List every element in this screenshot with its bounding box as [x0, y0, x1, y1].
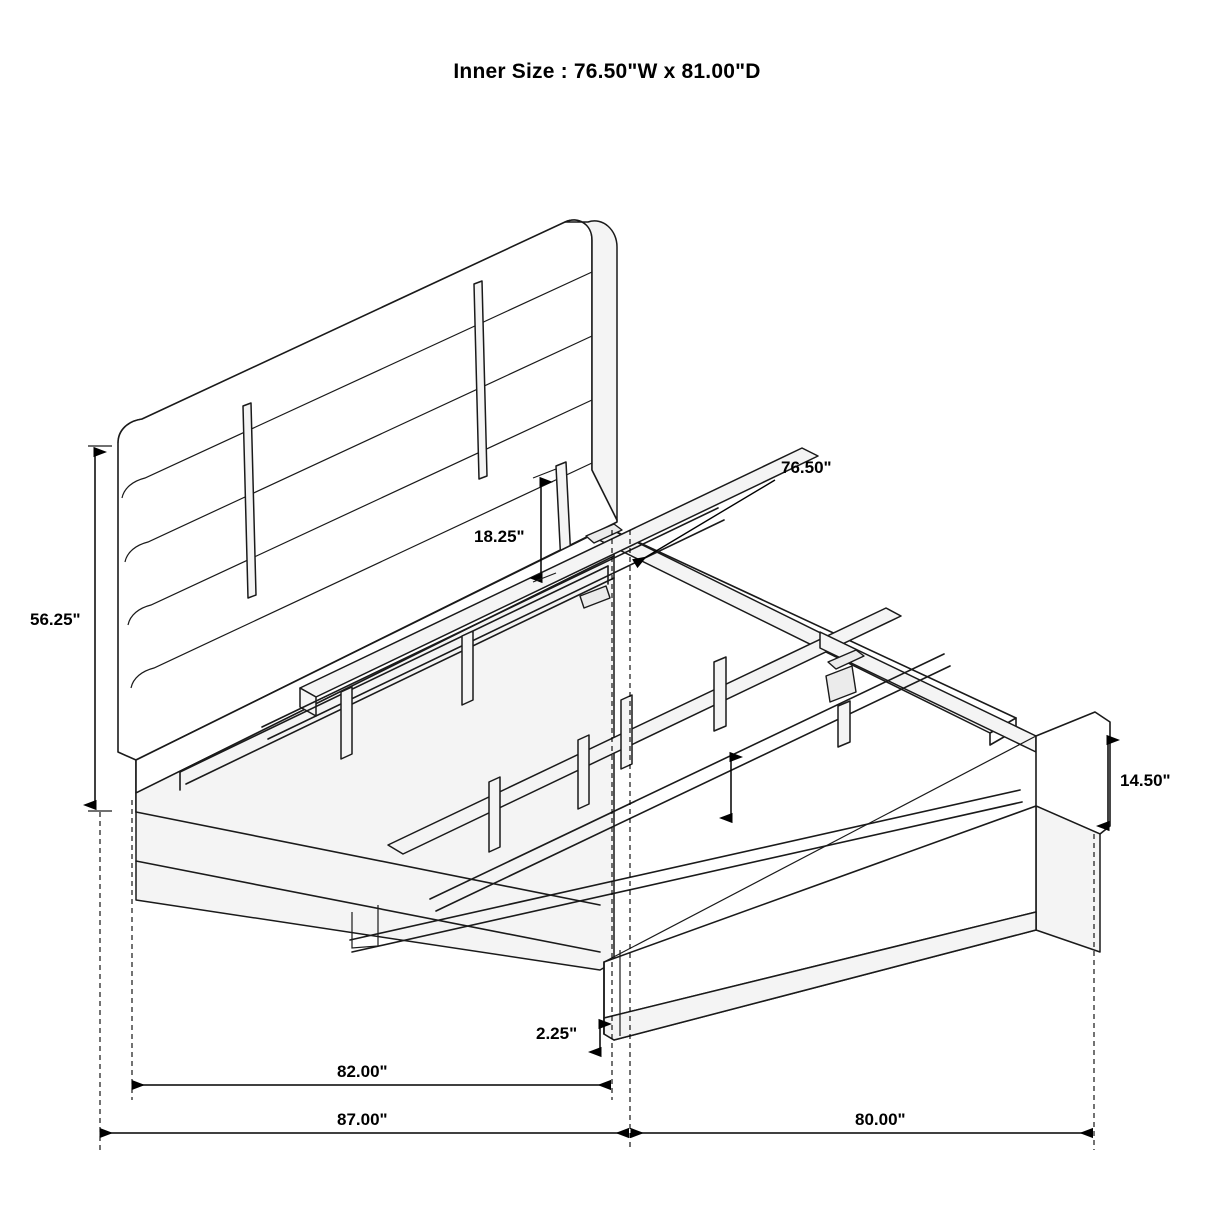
- page-title: Inner Size : 76.50"W x 81.00"D: [453, 60, 761, 83]
- dimension-label-footboard-height: 14.50": [1120, 771, 1171, 790]
- dimension-label-overall-width: 80.00": [855, 1110, 906, 1129]
- dimension-label-inner-length: 82.00": [337, 1062, 388, 1081]
- dimension-label-clearance: 2.25": [536, 1024, 578, 1043]
- dimension-label-headboard-height: 56.25": [30, 610, 81, 629]
- dimension-label-headboard-panel: 18.25": [474, 527, 525, 546]
- dimension-label-inner-width: 76.50": [781, 458, 832, 477]
- dimension-label-overall-length: 87.00": [337, 1110, 388, 1129]
